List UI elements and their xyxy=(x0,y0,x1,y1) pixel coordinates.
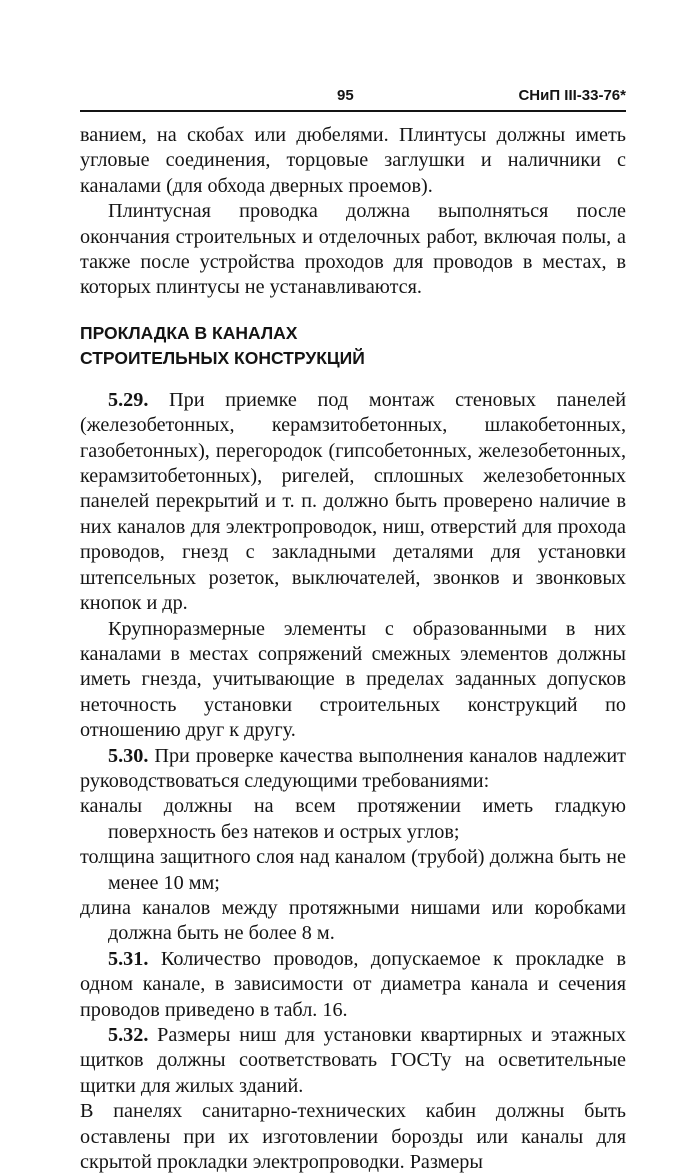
page-header xyxy=(80,86,626,112)
clause-number: 5.32. xyxy=(108,1024,149,1046)
clause-5-30 xyxy=(80,744,626,795)
paragraph: Плинтусная проводка должна выполняться после окончания строительных и отделочных работ, включая полы, а также после устройства проходов для проводов в местах, в которых плинтусы не устанавливаются. xyxy=(80,200,626,299)
document-page xyxy=(80,86,626,1175)
clause-text: Количество проводов, допускаемое к прокладке в одном канале, в зависимости от диаметра канала и сечения проводов приведено в табл. 16. xyxy=(80,947,626,1021)
document-code: СНиП III-33-76* xyxy=(518,87,626,104)
clause-text: При приемке под монтаж стеновых панелей (железобетонных, керамзитобетонных, шлакобетонных, газобетонных), перегородок (гипсобетонных, железобетонных, керамзитобетонных), ригелей, сплошных железобетонных панелей перекрытий и т. п. должно быть проверено наличие в них каналов для электропроводок, ниш, отверстий для прохода проводов, гнезд с закладными деталями для установки штепсельных розеток, выключателей, звонков и звонковых кнопок и др. xyxy=(80,388,626,615)
section-heading xyxy=(80,321,626,371)
paragraph-last: В панелях санитарно-технических кабин должны быть оставлены при их изготовлении борозды или каналы для скрытой прокладки электропроводки. Размеры xyxy=(80,1100,626,1174)
clause-number: 5.30. xyxy=(108,744,149,767)
paragraph: Крупноразмерные элементы с образованными в них каналами в местах сопряжений смежных элементов должны иметь гнезда, учитывающие в пределах заданных допусков неточность установки строительных конструкций по отношению друг к другу. xyxy=(80,617,626,742)
clause-text: Размеры ниш для установки квартирных и этажных щитков должны соответствовать ГОСТу на осветительные щитки для жилых зданий. xyxy=(80,1024,626,1097)
clause-number: 5.29. xyxy=(108,388,149,411)
clause-5-32 xyxy=(80,1023,626,1099)
page-number: 95 xyxy=(337,87,354,104)
section-heading-line-1: ПРОКЛАДКА В КАНАЛАХ xyxy=(80,322,298,343)
clause-text: При проверке качества выполнения каналов надлежит руководствоваться следующими требованиями: xyxy=(80,744,626,792)
requirement-item: толщина защитного слоя над каналом (трубой) должна быть не менее 10 мм; xyxy=(80,846,626,894)
paragraph-continuation: ванием, на скобах или дюбелями. Плинтусы должны иметь угловые соединения, торцовые заглушки и наличники с каналами (для обхода дверных проемов). xyxy=(80,124,626,197)
requirement-item: каналы должны на всем протяжении иметь гладкую поверхность без натеков и острых углов; xyxy=(80,795,626,843)
clause-5-29 xyxy=(80,388,626,617)
section-heading-line-2: СТРОИТЕЛЬНЫХ КОНСТРУКЦИЙ xyxy=(80,347,365,368)
requirement-item: длина каналов между протяжными нишами или коробками должна быть не более 8 м. xyxy=(80,896,626,945)
clause-number: 5.31. xyxy=(108,947,149,970)
body-text xyxy=(80,123,626,1175)
clause-5-31 xyxy=(80,947,626,1023)
